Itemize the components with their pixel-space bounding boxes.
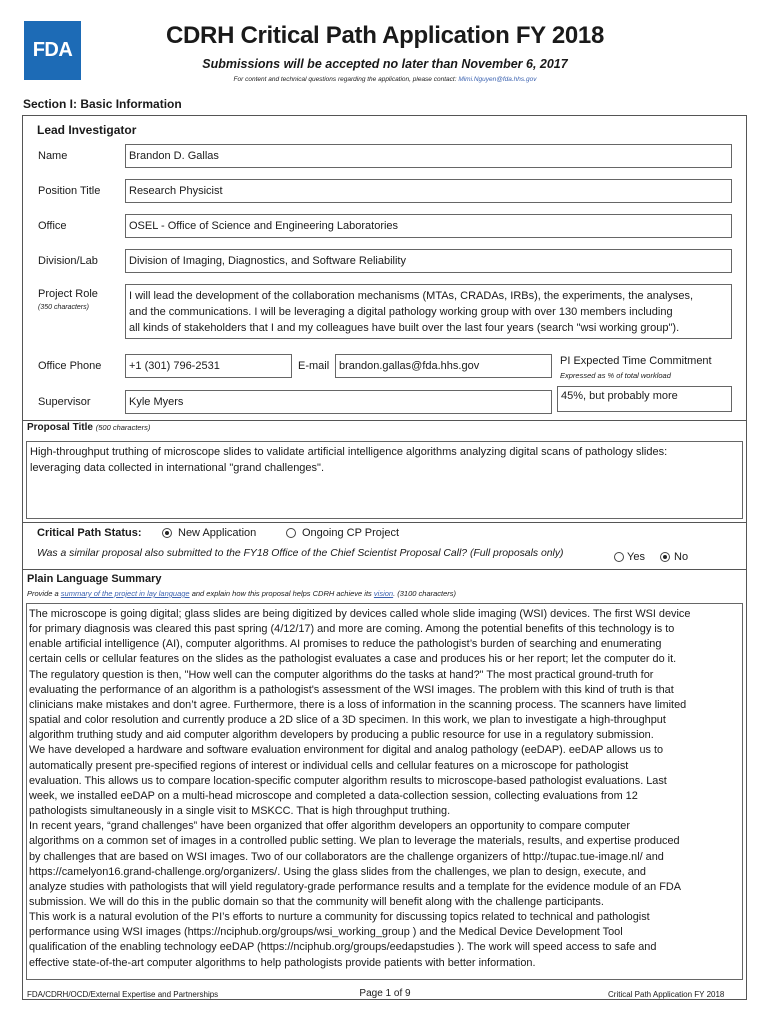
project-role-line: and the communications. I will be leveraging a digital pathology working group with over 130 members including <box>129 306 673 318</box>
page-title: CDRH Critical Path Application FY 2018 <box>165 22 605 49</box>
summary-line: qualification of the enabling technology eeDAP (https://nciphub.org/groups/eedapstudies ). The work will speed access to safe and <box>29 941 657 954</box>
project-role-line: I will lead the development of the collaboration mechanisms (MTAs, CRADAs, IRBs), the experiments, the analyses, <box>129 290 694 302</box>
summary-line: We have developed a hardware and software evaluation environment for digital and analog pathology (eeDAP). eeDAP allows us to <box>29 744 664 757</box>
proposal-title-line: High-throughput truthing of microscope slides to validate artificial intelligence algorithms analyzing digital scans of pathology slides: <box>30 446 668 458</box>
divider <box>22 420 747 421</box>
similar-no-option[interactable] <box>660 551 688 563</box>
division-lab-label: Division/Lab <box>38 255 98 267</box>
contact-prefix: For content and technical questions regarding the application, please contact: <box>233 76 457 83</box>
summary-line: effective state-of-the-art computer algorithms to help pathologists provide patients with better information. <box>29 956 536 969</box>
contact-email-link[interactable]: Mimi.Nguyen@fda.hhs.gov <box>458 76 537 83</box>
proposal-title-label-row <box>27 422 150 433</box>
pi-time-commitment-label: PI Expected Time Commitment <box>560 355 712 367</box>
summary-line: certain cells or cellular features on the slides as the pathologist evaluates a case and produces his or her report; let the computer do it. <box>29 653 677 666</box>
summary-line: algorithms on a common set of images in a controlled public setting. We plan to leverage the materials, results, and expertise produced <box>29 835 680 848</box>
office-field[interactable]: OSEL - Office of Science and Engineering Laboratories <box>125 214 732 238</box>
office-phone-label: Office Phone <box>38 360 102 372</box>
pi-time-commitment-hint: Expressed as % of total workload <box>560 371 671 380</box>
lay-language-link[interactable]: summary of the project in lay language <box>60 589 190 598</box>
pi-time-commitment-field[interactable]: 45%, but probably more <box>557 386 732 412</box>
email-label: E-mail <box>298 360 330 372</box>
summary-line: In recent years, “grand challenges” have been organized that offer algorithm developers an opportunity to compare computer <box>29 820 630 833</box>
footer-office: FDA/CDRH/OCD/External Expertise and Partnerships <box>27 990 219 999</box>
proposal-title-hint: (500 characters) <box>95 423 151 432</box>
proposal-title-line: leveraging data collected in international "grand challenges". <box>30 461 325 474</box>
summary-line: https://camelyon16.grand-challenge.org/organizers/. Using the glass slides from the challenges, we plan to design, execute, and <box>29 865 646 878</box>
divider <box>22 522 747 523</box>
proposal-title-label: Proposal Title <box>27 422 93 433</box>
project-role-line: all kinds of stakeholders that I and my colleagues have built over the last four years (search "wsi working group"). <box>129 322 680 334</box>
email-field[interactable]: brandon.gallas@fda.hhs.gov <box>335 354 552 378</box>
summary-line: The microscope is going digital; glass slides are being digitized by devices called whole slide imaging (WSI) devices. The first WSI device <box>29 608 691 620</box>
submission-deadline: Submissions will be accepted no later than November 6, 2017 <box>202 57 568 71</box>
lead-investigator-heading: Lead Investigator <box>37 123 137 137</box>
plain-language-summary-field[interactable] <box>26 603 743 980</box>
summary-line: The regulatory question is then, "How well can the computer algorithms do the tasks at hand?" The most practical ground-truth for <box>29 668 654 681</box>
division-lab-field[interactable]: Division of Imaging, Diagnostics, and Software Reliability <box>125 249 732 273</box>
vision-link[interactable]: vision <box>373 589 394 598</box>
divider <box>22 569 747 570</box>
ongoing-project-radio[interactable] <box>286 528 296 538</box>
similar-yes-option[interactable] <box>614 551 645 563</box>
summary-line: evaluation. This allows us to compare location-specific computer algorithm results to microscope-based pathologist evaluations. Last <box>29 774 667 787</box>
supervisor-label: Supervisor <box>38 396 91 408</box>
plain-language-summary-heading: Plain Language Summary <box>27 573 162 585</box>
summary-line: clinicians make mistakes and don’t agree. Furthermore, there is a loss of information in the scanning process. The scanners have limited <box>29 698 687 711</box>
summary-line: pathologists simultaneously in a single visit to MSKCC. That is high throughput truthing. <box>29 805 451 818</box>
new-application-label: New Application <box>178 527 257 539</box>
summary-line: enable artificial intelligence (AI), computer algorithms. AI promises to reduce the pathologist’s burden of searching and enumerating <box>29 638 662 651</box>
project-role-label: Project Role <box>38 288 98 300</box>
similar-no-radio[interactable] <box>660 552 670 562</box>
page-number: Page 1 of 9 <box>359 988 411 999</box>
proposal-title-field[interactable] <box>26 441 743 519</box>
contact-note <box>0 76 770 83</box>
summary-hint-prefix: Provide a <box>27 589 59 598</box>
critical-path-status-label: Critical Path Status: <box>37 527 142 539</box>
similar-proposal-question: Was a similar proposal also submitted to the FY18 Office of the Chief Scientist Proposal Call? (Full proposals only) <box>37 548 564 559</box>
summary-line: week, we installed eeDAP on a multi-head microscope and completed a data-collection session, collecting evaluations from 12 <box>29 789 638 802</box>
summary-line: by challenges that are based on WSI images. Two of our collaborators are the challenge organizers of http://tupac.tue-image.nl/ and <box>29 850 664 863</box>
ongoing-project-label: Ongoing CP Project <box>302 527 400 539</box>
summary-line: performance using WSI images (https://nciphub.org/groups/wsi_working_group ) and the Medical Device Development Tool <box>29 926 623 939</box>
summary-hint <box>27 589 456 598</box>
similar-no-label: No <box>674 551 689 563</box>
office-label: Office <box>38 220 67 232</box>
summary-line: algorithm truthing study and aid computer algorithm developers by producing a public resource for use in a regulatory submission. <box>29 729 654 742</box>
summary-line: analyze studies with pathologists that will yield regulatory-grade performance results and a template for the evidence module of an FDA <box>29 880 681 893</box>
position-title-label: Position Title <box>38 185 101 197</box>
summary-line: This work is a natural evolution of the PI’s efforts to nurture a community for discussing topics related to technical and pathologist <box>29 911 650 924</box>
summary-line: automatically present pre-specified regions of interest or individual cells and cellular features on a microscope for pathologist <box>29 759 629 772</box>
position-title-field[interactable]: Research Physicist <box>125 179 732 203</box>
summary-line: submission. We will do this in the public domain so that the community will benefit along with the challenge participants. <box>29 895 604 908</box>
similar-yes-label: Yes <box>627 551 645 563</box>
fda-logo-text: FDA <box>32 39 73 61</box>
name-field[interactable]: Brandon D. Gallas <box>125 144 732 168</box>
name-label: Name <box>38 150 68 162</box>
project-role-field[interactable] <box>125 284 732 339</box>
footer-doc-title: Critical Path Application FY 2018 <box>608 990 725 999</box>
summary-hint-middle: and explain how this proposal helps CDRH achieve its <box>191 589 372 598</box>
office-phone-field[interactable]: +1 (301) 796-2531 <box>125 354 292 378</box>
new-application-option[interactable] <box>162 527 256 539</box>
summary-hint-suffix: . (3100 characters) <box>393 589 457 598</box>
section-heading: Section I: Basic Information <box>23 97 182 111</box>
supervisor-field[interactable]: Kyle Myers <box>125 390 552 414</box>
summary-line: evaluating the performance of an algorithm is a pathologist's assessment of the WSI images. The problem with this kind of truth is that <box>29 683 674 696</box>
similar-yes-radio[interactable] <box>614 552 624 562</box>
summary-line: spatial and color resolution and currently produce a 2D slice of a 3D specimen. In this work, we plan to investigate a high-throughput <box>29 714 666 727</box>
ongoing-project-option[interactable] <box>286 527 399 539</box>
project-role-hint: (350 characters) <box>38 304 89 311</box>
new-application-radio[interactable] <box>162 528 172 538</box>
summary-line: for primary diagnosis was cleared this past spring (4/12/17) and more are coming. Among the potential benefits of this technology is to <box>29 623 675 636</box>
